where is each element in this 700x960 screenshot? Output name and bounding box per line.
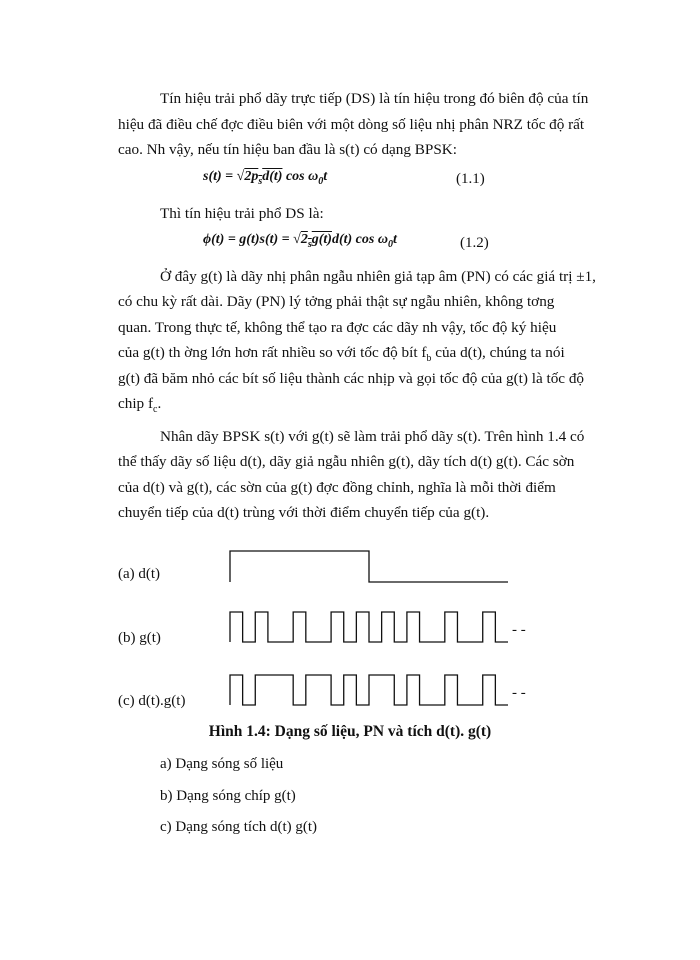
paragraph-4-line-3: của d(t) và g(t), các sờn của g(t) đợc đồng chỉnh, nghĩa là mỗi thời điểm xyxy=(118,479,556,496)
equation-1-2-number: (1.2) xyxy=(460,235,489,251)
legend-item-b: b) Dạng sóng chíp g(t) xyxy=(160,788,296,804)
paragraph-3-line-6-b: . xyxy=(157,395,162,412)
figure-caption: Hình 1.4: Dạng số liệu, PN và tích d(t). g(t) xyxy=(208,723,492,740)
continuation-dash-c: - - xyxy=(512,685,526,701)
subscript-b: b xyxy=(426,353,432,365)
equation-1-1-number: (1.1) xyxy=(456,171,485,187)
paragraph-3-line-6-a: chip f xyxy=(118,395,154,412)
continuation-dash-b: - - xyxy=(512,622,526,638)
waveform-chip-g xyxy=(230,612,508,642)
paragraph-3-line-1: Ở đây g(t) là dãy nhị phân ngẫu nhiên giả tạp âm (PN) có các giá trị ±1, xyxy=(160,268,596,285)
waveform-line-b xyxy=(230,612,508,642)
paragraph-1-line-2: hiệu đã điều chế đợc điều biên với một dòng số liệu nhị phân NRZ tốc độ rất xyxy=(118,116,585,133)
waveform-label-c: (c) d(t).g(t) xyxy=(118,693,186,709)
waveform-line-a xyxy=(230,551,508,582)
waveform-line-c xyxy=(230,675,508,705)
paragraph-4-line-4: chuyển tiếp của d(t) trùng với thời điểm chuyển tiếp của g(t). xyxy=(118,504,490,521)
paragraph-1-line-1: Tín hiệu trải phổ dãy trực tiếp (DS) là tín hiệu trong đó biên độ của tín xyxy=(160,90,589,107)
paragraph-2-line-1: Thì tín hiệu trải phổ DS là: xyxy=(160,205,324,222)
paragraph-1-line-3: cao. Nh vậy, nếu tín hiệu ban đầu là s(t) có dạng BPSK: xyxy=(118,141,457,158)
waveform-data-d xyxy=(230,551,508,582)
waveform-label-a: (a) d(t) xyxy=(118,566,161,582)
paragraph-3-line-5: g(t) đã băm nhỏ các bít số liệu thành các nhịp và gọi tốc độ của g(t) là tốc độ xyxy=(118,370,585,387)
waveform-label-b: (b) g(t) xyxy=(118,630,161,646)
paragraph-3-line-2: có chu kỳ rất dài. Dãy (PN) lý tởng phải thật sự ngẫu nhiên, không tơng xyxy=(118,293,555,310)
subscript-c: c xyxy=(153,404,158,416)
waveform-product xyxy=(230,675,508,705)
paragraph-4-line-2: thể thấy dãy số liệu d(t), dãy giả ngẫu nhiên g(t), dãy tích d(t) g(t). Các sờn xyxy=(118,453,575,470)
paragraph-3-line-4-a: của g(t) th ờng lớn hơn rất nhiều so với tốc độ bít f xyxy=(118,344,427,361)
paragraph-4-line-1: Nhân dãy BPSK s(t) với g(t) sẽ làm trải phổ dãy s(t). Trên hình 1.4 có xyxy=(160,428,585,445)
equation-1-2: $\phi(t) = g(t)s(t) = √2_sg(t)d(t)$ $\cos \omega_0t$ xyxy=(203,232,397,250)
legend-item-c: c) Dạng sóng tích d(t) g(t) xyxy=(160,819,318,835)
legend-item-a: a) Dạng sóng số liệu xyxy=(160,756,284,772)
paragraph-3-line-3: quan. Trong thực tế, không thể tạo ra đợc các dãy nh vậy, tốc độ ký hiệu xyxy=(118,319,557,336)
equation-1-1: $s(t) = √2p_sd(t)$ $\cos \omega_0t$ xyxy=(203,169,328,187)
paragraph-3-line-4-b: của d(t), chúng ta nói xyxy=(431,344,565,361)
